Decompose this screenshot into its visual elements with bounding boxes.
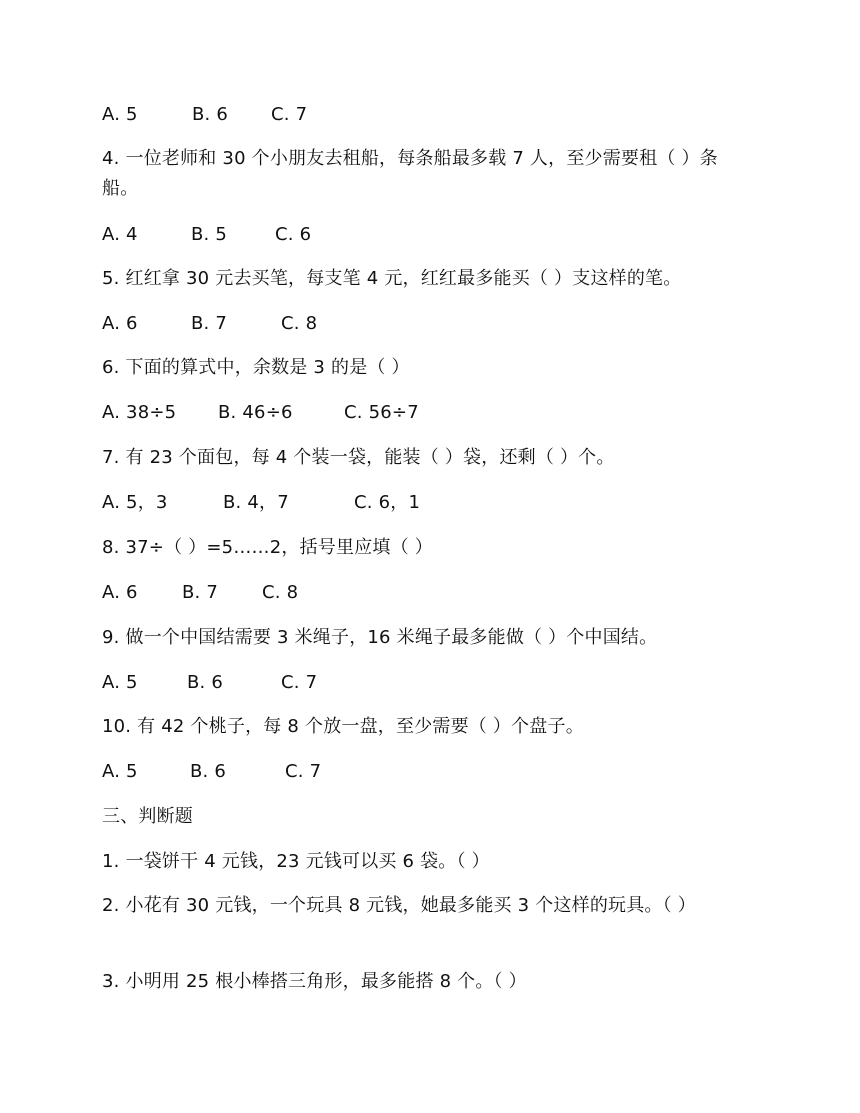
option-b: B. 5	[191, 224, 228, 245]
question-5: 5. 红红拿 30 元去买笔，每支笔 4 元，红红最多能买（ ）支这样的笔。	[102, 268, 682, 289]
question-9: 9. 做一个中国结需要 3 米绳子，16 米绳子最多能做（ ）个中国结。	[102, 627, 658, 648]
answer-options	[102, 579, 298, 607]
option-a: A. 4	[102, 224, 138, 245]
option-c: C. 8	[262, 582, 299, 603]
answer-options	[102, 310, 317, 338]
question-6: 6. 下面的算式中，余数是 3 的是（ ）	[102, 357, 410, 378]
option-a: A. 5，3	[102, 492, 168, 513]
option-b: B. 7	[191, 313, 228, 334]
option-c: C. 6，1	[354, 492, 421, 513]
answer-options	[102, 758, 321, 786]
judgement-question-3: 3. 小明用 25 根小棒搭三角形，最多能搭 8 个。（ ）	[102, 971, 527, 992]
option-a: A. 5	[102, 672, 138, 693]
answer-options	[102, 669, 317, 697]
option-c: C. 6	[275, 224, 312, 245]
option-c: C. 7	[271, 104, 308, 125]
option-a: A. 5	[102, 761, 138, 782]
answer-options	[102, 101, 307, 129]
option-b: B. 6	[192, 104, 229, 125]
option-c: C. 8	[281, 313, 318, 334]
option-b: B. 7	[182, 582, 219, 603]
judgement-question-1: 1. 一袋饼干 4 元钱，23 元钱可以买 6 袋。（ ）	[102, 851, 490, 872]
option-b: B. 6	[187, 672, 224, 693]
option-a: A. 6	[102, 313, 138, 334]
option-c: C. 56÷7	[344, 402, 419, 423]
option-b: B. 46÷6	[218, 402, 293, 423]
answer-options	[102, 399, 419, 427]
option-b: B. 6	[190, 761, 227, 782]
question-4: 4. 一位老师和 30 个小朋友去租船，每条船最多载 7 人，至少需要租（ ）条船。	[102, 148, 718, 199]
section-heading: 三、判断题	[102, 806, 193, 827]
question-7: 7. 有 23 个面包，每 4 个装一袋，能装（ ）袋，还剩（ ）个。	[102, 447, 615, 468]
answer-options	[102, 221, 311, 249]
option-c: C. 7	[285, 761, 322, 782]
option-a: A. 6	[102, 582, 138, 603]
option-b: B. 4，7	[223, 492, 289, 513]
question-8: 8. 37÷（ ）=5……2，括号里应填（ ）	[102, 537, 433, 558]
answer-options	[102, 489, 420, 517]
judgement-question-2: 2. 小花有 30 元钱，一个玩具 8 元钱，她最多能买 3 个这样的玩具。（ ）	[102, 895, 696, 916]
question-10: 10. 有 42 个桃子，每 8 个放一盘，至少需要（ ）个盘子。	[102, 716, 584, 737]
option-a: A. 5	[102, 104, 138, 125]
option-a: A. 38÷5	[102, 402, 177, 423]
option-c: C. 7	[281, 672, 318, 693]
